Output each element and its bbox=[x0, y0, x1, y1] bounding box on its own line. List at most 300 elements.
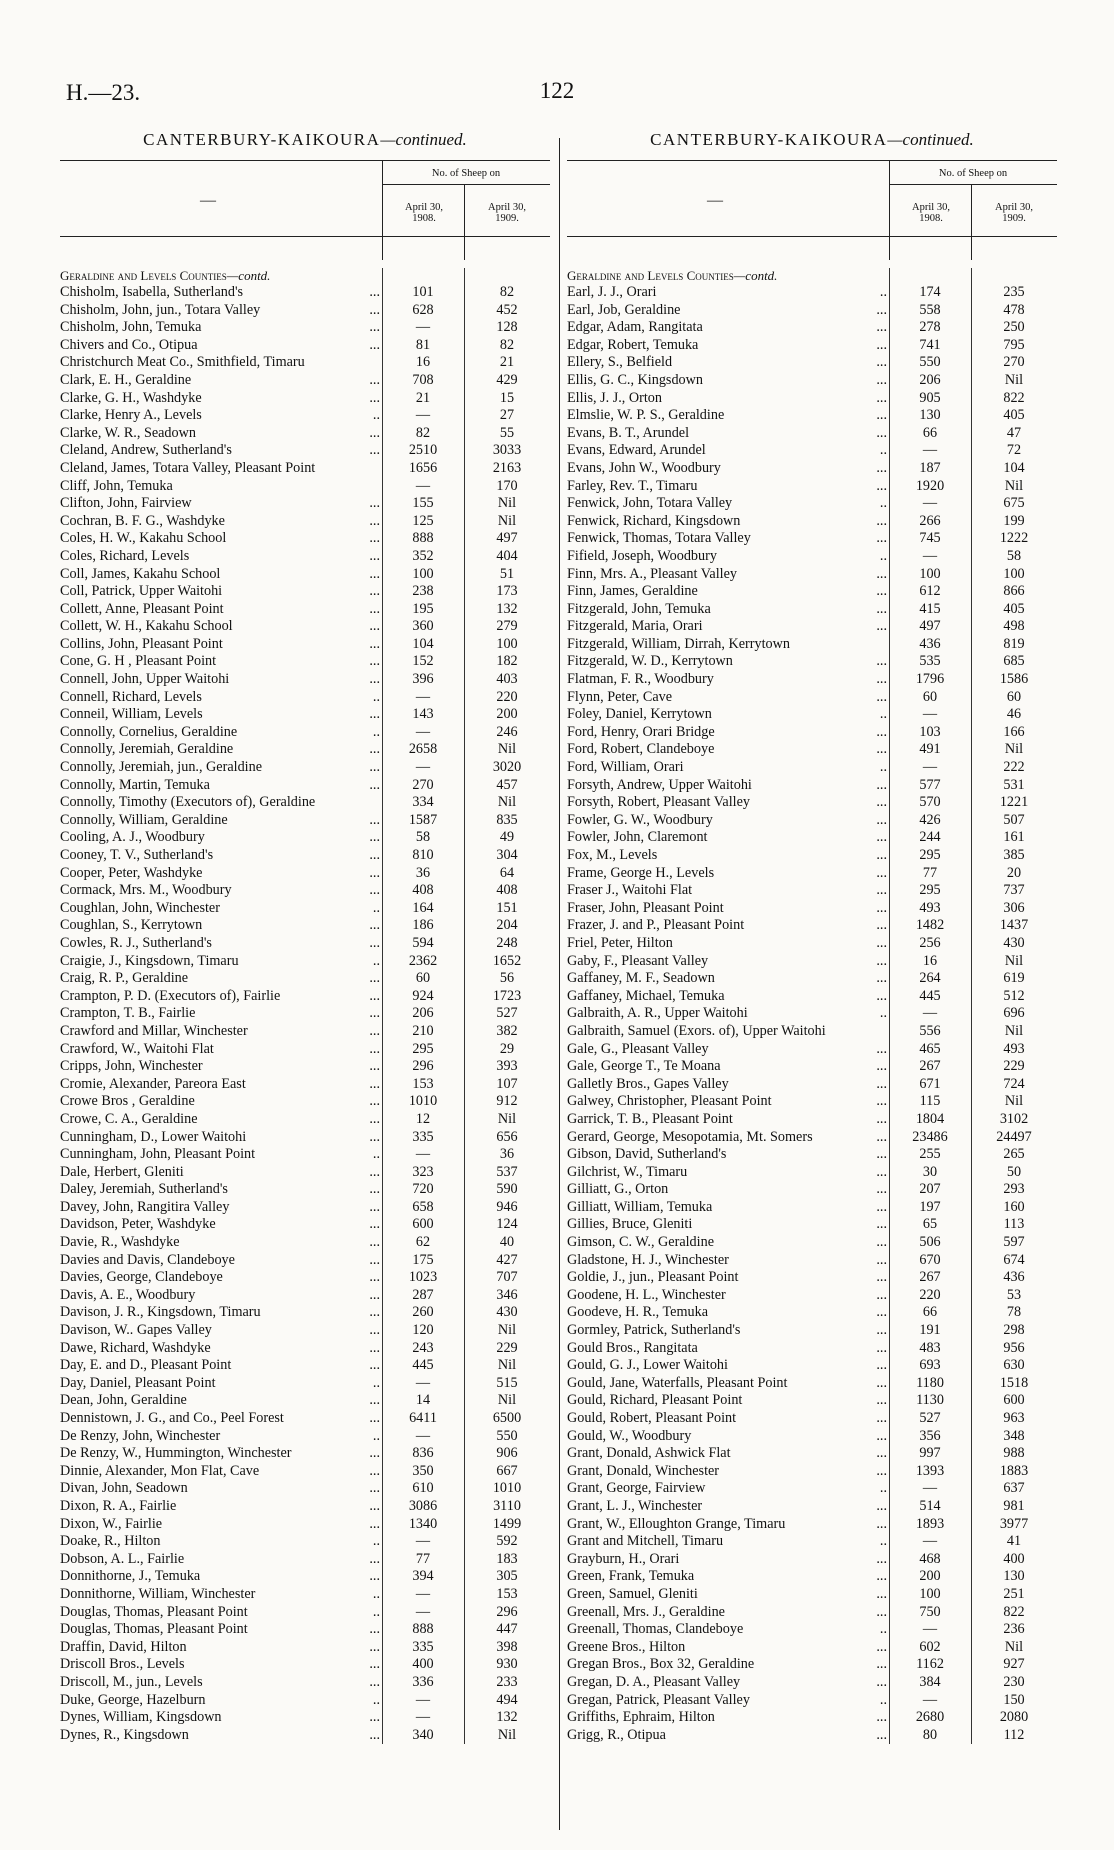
sheep-1909: 1586 bbox=[999, 671, 1029, 688]
sheep-1908: 255 bbox=[919, 1146, 941, 1163]
holder-name: Cunningham, D., Lower Waitohi bbox=[60, 1128, 247, 1145]
sheep-1909: 452 bbox=[496, 301, 518, 318]
table-row bbox=[567, 601, 1057, 619]
leader-dots: ... bbox=[876, 847, 887, 863]
sheep-1908: 1796 bbox=[915, 671, 945, 688]
sheep-1909: Nil bbox=[497, 1322, 517, 1339]
holder-name: Cleland, James, Totara Valley, Pleasant Point bbox=[60, 459, 316, 476]
sheep-1909: 250 bbox=[1003, 319, 1025, 336]
leader-dots: .. bbox=[879, 1005, 887, 1022]
right-section-heading: Geraldine and Levels Counties—contd. bbox=[567, 268, 778, 283]
leader-dots: ... bbox=[876, 319, 887, 336]
sheep-1908: 82 bbox=[415, 424, 431, 441]
leader-dots: ... bbox=[876, 389, 887, 406]
holder-name: Friel, Peter, Hilton bbox=[567, 934, 673, 951]
leader-dots: ... bbox=[876, 1357, 887, 1374]
table-row bbox=[60, 1093, 550, 1111]
sheep-1908: 445 bbox=[412, 1357, 434, 1374]
leader-dots: ... bbox=[876, 600, 887, 617]
holder-name: Davies and Davis, Clandeboye bbox=[60, 1251, 235, 1268]
holder-name: Connell, Richard, Levels bbox=[60, 688, 202, 705]
table-row bbox=[567, 1604, 1057, 1622]
sheep-1908: 200 bbox=[919, 1568, 941, 1585]
leader-dots: ... bbox=[369, 1480, 380, 1497]
sheep-1908: 143 bbox=[412, 706, 434, 723]
leader-dots: ... bbox=[876, 1427, 887, 1444]
holder-name: Coughlan, John, Winchester bbox=[60, 899, 220, 916]
leader-dots: ... bbox=[876, 1392, 887, 1409]
sheep-1909: 100 bbox=[496, 635, 518, 652]
header-col-sep bbox=[971, 184, 972, 260]
table-row bbox=[567, 741, 1057, 759]
holder-name: Fowler, G. W., Woodbury bbox=[567, 811, 713, 828]
sheep-1908: — bbox=[922, 1691, 938, 1708]
holder-name: Coughlan, S., Kerrytown bbox=[60, 917, 203, 934]
sheep-1908: 2658 bbox=[408, 741, 438, 758]
table-row bbox=[567, 1692, 1057, 1710]
holder-name: Davison, J. R., Kingsdown, Timaru bbox=[60, 1304, 261, 1321]
sheep-1909: 430 bbox=[1003, 934, 1025, 951]
sheep-1909: 78 bbox=[1006, 1304, 1022, 1321]
sheep-1909: 531 bbox=[1003, 776, 1025, 793]
right-table-header bbox=[567, 160, 1057, 260]
table-row bbox=[60, 812, 550, 830]
sheep-1909: 24497 bbox=[996, 1128, 1032, 1145]
leader-dots: ... bbox=[876, 917, 887, 934]
leader-dots: ... bbox=[876, 1709, 887, 1726]
table-row bbox=[60, 777, 550, 795]
sheep-1909: 60 bbox=[1006, 688, 1022, 705]
sheep-1909: 1883 bbox=[999, 1462, 1029, 1479]
sheep-1908: 125 bbox=[412, 512, 434, 529]
table-row bbox=[567, 1287, 1057, 1305]
header-col-1908: April 30, 1908. bbox=[912, 202, 950, 224]
leader-dots: ... bbox=[369, 1040, 380, 1057]
table-row bbox=[60, 1498, 550, 1516]
holder-name: Clifton, John, Fairview bbox=[60, 495, 192, 512]
sheep-1909: 630 bbox=[1003, 1357, 1025, 1374]
sheep-1908: 152 bbox=[412, 653, 434, 670]
holder-name: Coles, H. W., Kakahu School bbox=[60, 530, 227, 547]
sheep-1909: 403 bbox=[496, 671, 518, 688]
sheep-1908: 244 bbox=[919, 829, 941, 846]
sheep-1909: Nil bbox=[1004, 1093, 1024, 1110]
table-row bbox=[567, 847, 1057, 865]
sheep-1909: 230 bbox=[1003, 1673, 1025, 1690]
table-row bbox=[567, 460, 1057, 478]
table-row bbox=[567, 1674, 1057, 1692]
table-row bbox=[567, 794, 1057, 812]
sheep-1909: Nil bbox=[497, 1726, 517, 1743]
sheep-1908: 600 bbox=[412, 1216, 434, 1233]
header-group-rule bbox=[889, 184, 1057, 185]
leader-dots: ... bbox=[876, 1515, 887, 1532]
sheep-1909: 112 bbox=[1003, 1726, 1025, 1743]
sheep-1909: 537 bbox=[496, 1163, 518, 1180]
table-row bbox=[567, 1252, 1057, 1270]
leader-dots: ... bbox=[876, 565, 887, 582]
leader-dots: ... bbox=[876, 1286, 887, 1303]
sheep-1908: 468 bbox=[919, 1550, 941, 1567]
leader-dots: ... bbox=[369, 829, 380, 846]
holder-name: Cochran, B. F. G., Washdyke bbox=[60, 512, 225, 529]
table-row bbox=[567, 1428, 1057, 1446]
left-column bbox=[60, 130, 550, 1744]
left-column-title bbox=[60, 130, 550, 154]
table-row bbox=[567, 1533, 1057, 1551]
leader-dots: ... bbox=[369, 1304, 380, 1321]
sheep-1908: 16 bbox=[922, 952, 938, 969]
leader-dots: ... bbox=[369, 547, 380, 564]
sheep-1909: 200 bbox=[496, 706, 518, 723]
holder-name: Davie, R., Washdyke bbox=[60, 1234, 180, 1251]
sheep-1908: 60 bbox=[922, 688, 938, 705]
holder-name: Flynn, Peter, Cave bbox=[567, 688, 673, 705]
column-divider bbox=[559, 138, 560, 1830]
holder-name: Davison, W.. Gapes Valley bbox=[60, 1322, 212, 1339]
sheep-1909: 1010 bbox=[492, 1480, 522, 1497]
holder-name: Gregan Bros., Box 32, Geraldine bbox=[567, 1656, 755, 1673]
leader-dots: ... bbox=[369, 319, 380, 336]
table-row bbox=[60, 1058, 550, 1076]
table-row bbox=[567, 1304, 1057, 1322]
header-col-1909: April 30, 1909. bbox=[995, 202, 1033, 224]
holder-name: Christchurch Meat Co., Smithfield, Timaru bbox=[60, 354, 305, 371]
sheep-1909: 737 bbox=[1003, 882, 1025, 899]
table-row bbox=[567, 618, 1057, 636]
holder-name: Gaby, F., Pleasant Valley bbox=[567, 952, 709, 969]
sheep-1908: — bbox=[415, 1427, 431, 1444]
sheep-1909: 515 bbox=[496, 1374, 518, 1391]
sheep-1909: 15 bbox=[499, 389, 515, 406]
table-row bbox=[567, 1639, 1057, 1657]
leader-dots: ... bbox=[369, 970, 380, 987]
table-row bbox=[60, 1551, 550, 1569]
sheep-1909: 404 bbox=[496, 547, 518, 564]
sheep-1909: 382 bbox=[496, 1022, 518, 1039]
sheep-1908: 1804 bbox=[915, 1110, 945, 1127]
page-reference: H.—23. bbox=[66, 80, 141, 105]
holder-name: Cooling, A. J., Woodbury bbox=[60, 829, 205, 846]
holder-name: Fenwick, John, Totara Valley bbox=[567, 495, 733, 512]
table-row bbox=[567, 689, 1057, 707]
sheep-1908: 100 bbox=[919, 1585, 941, 1602]
sheep-1909: 497 bbox=[496, 530, 518, 547]
left-rows bbox=[60, 284, 550, 1744]
holder-name: Edgar, Robert, Temuka bbox=[567, 336, 699, 353]
sheep-1908: 506 bbox=[919, 1234, 941, 1251]
sheep-1908: — bbox=[415, 319, 431, 336]
header-group-label: No. of Sheep on bbox=[938, 168, 1008, 179]
holder-name: Conneil, William, Levels bbox=[60, 706, 203, 723]
leader-dots: .. bbox=[372, 1603, 380, 1620]
table-row bbox=[60, 1340, 550, 1358]
sheep-1908: 16 bbox=[415, 354, 431, 371]
holder-name: Crowe Bros , Geraldine bbox=[60, 1093, 195, 1110]
sheep-1909: 427 bbox=[496, 1251, 518, 1268]
table-row bbox=[60, 1041, 550, 1059]
sheep-1909: 405 bbox=[1003, 600, 1025, 617]
sheep-1909: 927 bbox=[1003, 1656, 1025, 1673]
holder-name: Gould, W., Woodbury bbox=[567, 1427, 692, 1444]
leader-dots: ... bbox=[369, 495, 380, 512]
sheep-1908: 12 bbox=[415, 1110, 431, 1127]
leader-dots: ... bbox=[876, 1497, 887, 1514]
sheep-1908: 66 bbox=[922, 1304, 938, 1321]
leader-dots: ... bbox=[369, 1410, 380, 1426]
table-row bbox=[60, 1604, 550, 1622]
leader-dots: .. bbox=[372, 1374, 380, 1391]
table-row bbox=[567, 495, 1057, 513]
sheep-1908: 594 bbox=[412, 934, 434, 951]
leader-dots: ... bbox=[369, 1392, 380, 1409]
table-row bbox=[567, 917, 1057, 935]
holder-name: Cormack, Mrs. M., Woodbury bbox=[60, 882, 232, 899]
holder-name: Gould, G. J., Lower Waitohi bbox=[567, 1357, 728, 1374]
sheep-1908: — bbox=[415, 723, 431, 740]
table-row bbox=[567, 284, 1057, 302]
sheep-1909: Nil bbox=[497, 1357, 517, 1374]
holder-name: Finn, Mrs. A., Pleasant Valley bbox=[567, 565, 737, 582]
table-row bbox=[60, 1111, 550, 1129]
holder-name: Ellery, S., Belfield bbox=[567, 354, 673, 371]
leader-dots: ... bbox=[876, 1251, 887, 1268]
leader-dots: ... bbox=[369, 987, 380, 1004]
leader-dots: ... bbox=[369, 1058, 380, 1075]
sheep-1909: 590 bbox=[496, 1181, 518, 1198]
leader-dots: ... bbox=[876, 1128, 887, 1145]
sheep-1908: — bbox=[415, 407, 431, 424]
holder-name: Frame, George H., Levels bbox=[567, 864, 715, 881]
table-row bbox=[60, 442, 550, 460]
leader-dots: ... bbox=[369, 565, 380, 582]
table-row bbox=[60, 548, 550, 566]
sheep-1909: 166 bbox=[1003, 723, 1025, 740]
sheep-1909: 107 bbox=[496, 1075, 518, 1092]
sheep-1908: 2680 bbox=[915, 1709, 945, 1726]
sheep-1908: 65 bbox=[922, 1216, 938, 1233]
table-row bbox=[60, 460, 550, 478]
sheep-1909: 436 bbox=[1003, 1269, 1025, 1286]
sheep-1909: 222 bbox=[1003, 759, 1025, 776]
table-row bbox=[60, 425, 550, 443]
table-row bbox=[60, 1533, 550, 1551]
sheep-1909: 429 bbox=[496, 371, 518, 388]
holder-name: Fitzgerald, Maria, Orari bbox=[567, 618, 703, 635]
leader-dots: .. bbox=[879, 284, 887, 300]
table-row bbox=[567, 390, 1057, 408]
sheep-1908: — bbox=[415, 477, 431, 494]
sheep-1909: 507 bbox=[1003, 811, 1025, 828]
holder-name: Galwey, Christopher, Pleasant Point bbox=[567, 1093, 772, 1110]
sheep-1909: 550 bbox=[496, 1427, 518, 1444]
sheep-1909: 457 bbox=[496, 776, 518, 793]
sheep-1909: 1222 bbox=[999, 530, 1029, 547]
sheep-1908: 671 bbox=[919, 1075, 941, 1092]
sheep-1908: 708 bbox=[412, 371, 434, 388]
sheep-1908: 491 bbox=[919, 741, 941, 758]
sheep-1909: 306 bbox=[1003, 899, 1025, 916]
sheep-1909: Nil bbox=[497, 495, 517, 512]
leader-dots: ... bbox=[876, 530, 887, 547]
header-col-1908: April 30, 1908. bbox=[405, 202, 443, 224]
header-top-rule bbox=[567, 160, 1057, 161]
holder-name: Gillies, Bruce, Gleniti bbox=[567, 1216, 693, 1233]
sheep-1908: 187 bbox=[919, 459, 941, 476]
sheep-1908: 23486 bbox=[912, 1128, 948, 1145]
sheep-1909: Nil bbox=[497, 794, 517, 811]
sheep-1909: 674 bbox=[1003, 1251, 1025, 1268]
sheep-1909: 183 bbox=[496, 1550, 518, 1567]
holder-name: Goodeve, H. R., Temuka bbox=[567, 1304, 708, 1321]
leader-dots: ... bbox=[876, 653, 887, 670]
leader-dots: ... bbox=[369, 618, 380, 635]
header-bottom-rule bbox=[60, 236, 550, 237]
sheep-1909: 229 bbox=[496, 1339, 518, 1356]
sheep-1909: 493 bbox=[1003, 1040, 1025, 1057]
table-row bbox=[60, 953, 550, 971]
holder-name: Gregan, Patrick, Pleasant Valley bbox=[567, 1691, 750, 1708]
table-row bbox=[60, 1005, 550, 1023]
table-row bbox=[60, 706, 550, 724]
table-row bbox=[567, 1586, 1057, 1604]
sheep-1908: 175 bbox=[412, 1251, 434, 1268]
sheep-1908: 207 bbox=[919, 1181, 941, 1198]
table-row bbox=[60, 284, 550, 302]
sheep-1909: 293 bbox=[1003, 1181, 1025, 1198]
holder-name: Farley, Rev. T., Timaru bbox=[567, 477, 698, 494]
sheep-1909: 400 bbox=[1003, 1550, 1025, 1567]
leader-dots: ... bbox=[369, 1234, 380, 1251]
leader-dots: ... bbox=[369, 882, 380, 899]
sheep-1909: 236 bbox=[1003, 1621, 1025, 1638]
table-row bbox=[60, 601, 550, 619]
sheep-1909: 151 bbox=[496, 899, 518, 916]
leader-dots: ... bbox=[876, 1673, 887, 1690]
table-row bbox=[567, 1093, 1057, 1111]
sheep-1908: 295 bbox=[919, 882, 941, 899]
sheep-1909: 1437 bbox=[999, 917, 1029, 934]
header-col-sep bbox=[464, 184, 465, 260]
holder-name: Divan, John, Seadown bbox=[60, 1480, 188, 1497]
sheep-1909: Nil bbox=[1004, 1638, 1024, 1655]
sheep-1909: 430 bbox=[496, 1304, 518, 1321]
sheep-1909: 53 bbox=[1006, 1286, 1022, 1303]
holder-name: Day, E. and D., Pleasant Point bbox=[60, 1357, 232, 1374]
sheep-1909: 56 bbox=[499, 970, 515, 987]
holder-name: Gilchrist, W., Timaru bbox=[567, 1163, 688, 1180]
sheep-1909: 104 bbox=[1003, 459, 1025, 476]
sheep-1909: 72 bbox=[1006, 442, 1022, 459]
leader-dots: ... bbox=[876, 1216, 887, 1233]
holder-name: Crawford, W., Waitohi Flat bbox=[60, 1040, 214, 1057]
holder-name: De Renzy, W., Hummington, Winchester bbox=[60, 1445, 292, 1462]
sheep-1909: 58 bbox=[1006, 547, 1022, 564]
sheep-1909: 348 bbox=[1003, 1427, 1025, 1444]
holder-name: Cowles, R. J., Sutherland's bbox=[60, 934, 212, 951]
header-group-label: No. of Sheep on bbox=[431, 168, 501, 179]
leader-dots: ... bbox=[369, 1128, 380, 1145]
right-column-title bbox=[567, 130, 1057, 154]
sheep-1908: 115 bbox=[919, 1093, 941, 1110]
sheep-1909: 182 bbox=[496, 653, 518, 670]
sheep-1908: 100 bbox=[919, 565, 941, 582]
sheep-1909: 160 bbox=[1003, 1198, 1025, 1215]
table-row bbox=[567, 354, 1057, 372]
table-row bbox=[60, 1304, 550, 1322]
leader-dots: ... bbox=[369, 759, 380, 776]
leader-dots: ... bbox=[876, 1146, 887, 1163]
sheep-1908: 66 bbox=[922, 424, 938, 441]
sheep-1908: 335 bbox=[412, 1638, 434, 1655]
sheep-1908: 206 bbox=[919, 371, 941, 388]
sheep-1908: 103 bbox=[919, 723, 941, 740]
leader-dots: ... bbox=[369, 512, 380, 529]
leader-dots: ... bbox=[369, 442, 380, 459]
holder-name: Gilliatt, William, Temuka bbox=[567, 1198, 713, 1215]
leader-dots: ... bbox=[369, 583, 380, 600]
leader-dots: .. bbox=[879, 1621, 887, 1638]
sheep-1908: 3086 bbox=[408, 1497, 438, 1514]
sheep-1908: — bbox=[922, 442, 938, 459]
holder-name: Gale, George T., Te Moana bbox=[567, 1058, 721, 1075]
holder-name: Douglas, Thomas, Pleasant Point bbox=[60, 1603, 248, 1620]
leader-dots: ... bbox=[876, 1040, 887, 1057]
sheep-1909: 600 bbox=[1003, 1392, 1025, 1409]
sheep-1908: — bbox=[415, 1374, 431, 1391]
sheep-1909: 29 bbox=[499, 1040, 515, 1057]
sheep-1909: 82 bbox=[499, 284, 515, 300]
holder-name: Ford, Robert, Clandeboye bbox=[567, 741, 715, 758]
leader-dots: ... bbox=[369, 1022, 380, 1039]
sheep-1908: 483 bbox=[919, 1339, 941, 1356]
holder-name: Gould, Richard, Pleasant Point bbox=[567, 1392, 743, 1409]
leader-dots: ... bbox=[876, 1550, 887, 1567]
table-row bbox=[60, 530, 550, 548]
leader-dots: .. bbox=[879, 759, 887, 776]
header-top-rule bbox=[60, 160, 550, 161]
leader-dots: ... bbox=[876, 1445, 887, 1462]
sheep-1908: 278 bbox=[919, 319, 941, 336]
header-col-1909: April 30, 1909. bbox=[488, 202, 526, 224]
sheep-1909: 27 bbox=[499, 407, 515, 424]
sheep-1909: 3033 bbox=[492, 442, 522, 459]
sheep-1909: 265 bbox=[1003, 1146, 1025, 1163]
holder-name: Douglas, Thomas, Pleasant Point bbox=[60, 1621, 248, 1638]
sheep-1908: 1393 bbox=[915, 1462, 945, 1479]
holder-name: Doake, R., Hilton bbox=[60, 1533, 161, 1550]
leader-dots: ... bbox=[369, 1093, 380, 1110]
holder-name: Ellis, J. J., Orton bbox=[567, 389, 662, 406]
leader-dots: ... bbox=[369, 336, 380, 353]
sheep-1909: 251 bbox=[1003, 1585, 1025, 1602]
holder-name: Grant, George, Fairview bbox=[567, 1480, 706, 1497]
table-row bbox=[60, 390, 550, 408]
table-row bbox=[60, 1252, 550, 1270]
sheep-1908: 610 bbox=[412, 1480, 434, 1497]
table-row bbox=[60, 1181, 550, 1199]
sheep-1909: 398 bbox=[496, 1638, 518, 1655]
table-row bbox=[567, 1322, 1057, 1340]
table-row bbox=[567, 1234, 1057, 1252]
holder-name: Coll, James, Kakahu School bbox=[60, 565, 221, 582]
leader-dots: ... bbox=[876, 1269, 887, 1286]
holder-name: Green, Samuel, Gleniti bbox=[567, 1585, 698, 1602]
table-row bbox=[60, 689, 550, 707]
sheep-1909: 6500 bbox=[492, 1410, 522, 1426]
holder-name: Evans, B. T., Arundel bbox=[567, 424, 690, 441]
table-row bbox=[60, 495, 550, 513]
